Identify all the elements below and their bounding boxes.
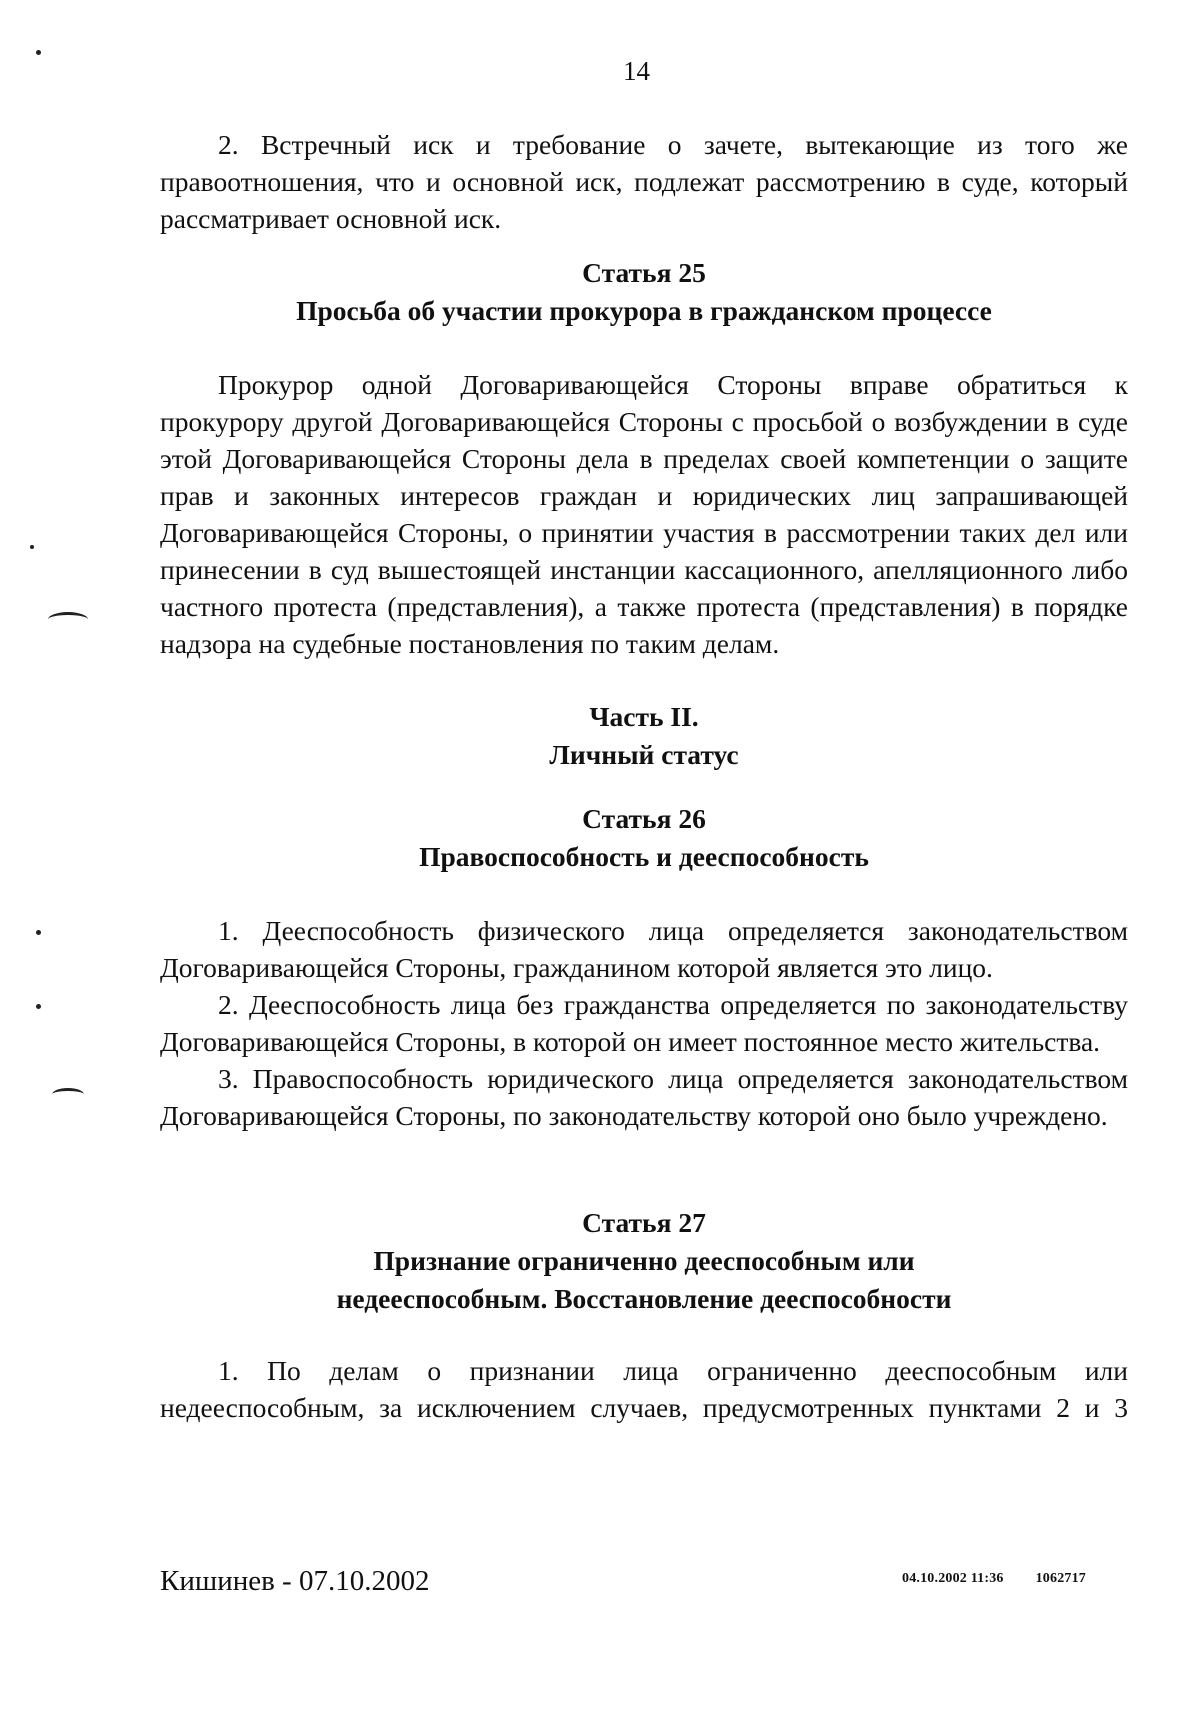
scan-mark <box>48 612 88 627</box>
scan-speck <box>36 1004 41 1009</box>
paragraph: 2. Встречный иск и требование о зачете, вытекающие из того же правоотношения, что и основной иск, подлежат рассмотрению в суде, который рассматривает основной иск. <box>160 129 1128 234</box>
part-title: Часть II. <box>589 701 699 732</box>
article-25-body <box>160 366 1128 662</box>
article-26-header <box>160 800 1128 876</box>
footer-stamp <box>902 1571 1086 1587</box>
article-heading: Просьба об участии прокурора в гражданском процессе <box>296 295 992 326</box>
article-26-body <box>160 912 1128 1134</box>
paragraph: 1. Дееспособность физического лица определяется законодательством Договаривающейся Стороны, гражданином которой является это лицо. <box>160 915 1128 983</box>
part-2-header <box>160 698 1128 774</box>
article-25-header <box>160 254 1128 330</box>
paragraph: Прокурор одной Договаривающейся Стороны вправе обратиться к прокурору другой Договаривающейся Стороны с просьбой о возбуждении в суде этой Договаривающейся Стороны дела в пределах своей компетенции о защите прав и законных интересов граждан и юридических лиц запрашивающей Договаривающейся Стороны, о принятии участия в рассмотрении таких дел или принесении в суд вышестоящей инстанции кассационного, апелляционного либо частного протеста (представления), а также протеста (представления) в порядке надзора на судебные постановления по таким делам. <box>160 369 1128 659</box>
article-27-body <box>160 1352 1128 1426</box>
paragraph: 3. Правоспособность юридического лица определяется законодательством Договаривающейся Стороны, по законодательству которой оно было учреждено. <box>160 1063 1128 1131</box>
article-27-header <box>160 1204 1128 1318</box>
paragraph: 1. По делам о признании лица ограниченно дееспособным или недееспособным, за исключением случаев, предусмотренных пунктами 2 и 3 <box>160 1355 1128 1423</box>
paragraph: 2. Дееспособность лица без гражданства определяется по законодательству Договаривающейся Стороны, в которой он имеет постоянное место жительства. <box>160 989 1128 1057</box>
paragraph-block-1 <box>160 126 1128 237</box>
article-heading-line-2: недееспособным. Восстановление дееспособности <box>336 1283 952 1314</box>
article-title: Статья 25 <box>582 257 706 288</box>
article-title: Статья 26 <box>582 803 706 834</box>
scan-speck <box>36 50 41 55</box>
scan-speck <box>30 545 34 549</box>
scan-mark <box>52 1088 84 1101</box>
page-number: 14 <box>623 56 650 86</box>
footer-doc-number: 1062717 <box>1035 1571 1086 1586</box>
article-heading: Правоспособность и дееспособность <box>419 841 869 872</box>
footer-place-date: Кишинев - 07.10.2002 <box>160 1565 430 1597</box>
article-title: Статья 27 <box>582 1207 706 1238</box>
footer-timestamp: 04.10.2002 11:36 <box>902 1571 1004 1586</box>
scan-speck <box>36 930 41 935</box>
part-heading: Личный статус <box>549 739 739 770</box>
article-heading-line-1: Признание ограниченно дееспособным или <box>373 1245 915 1276</box>
